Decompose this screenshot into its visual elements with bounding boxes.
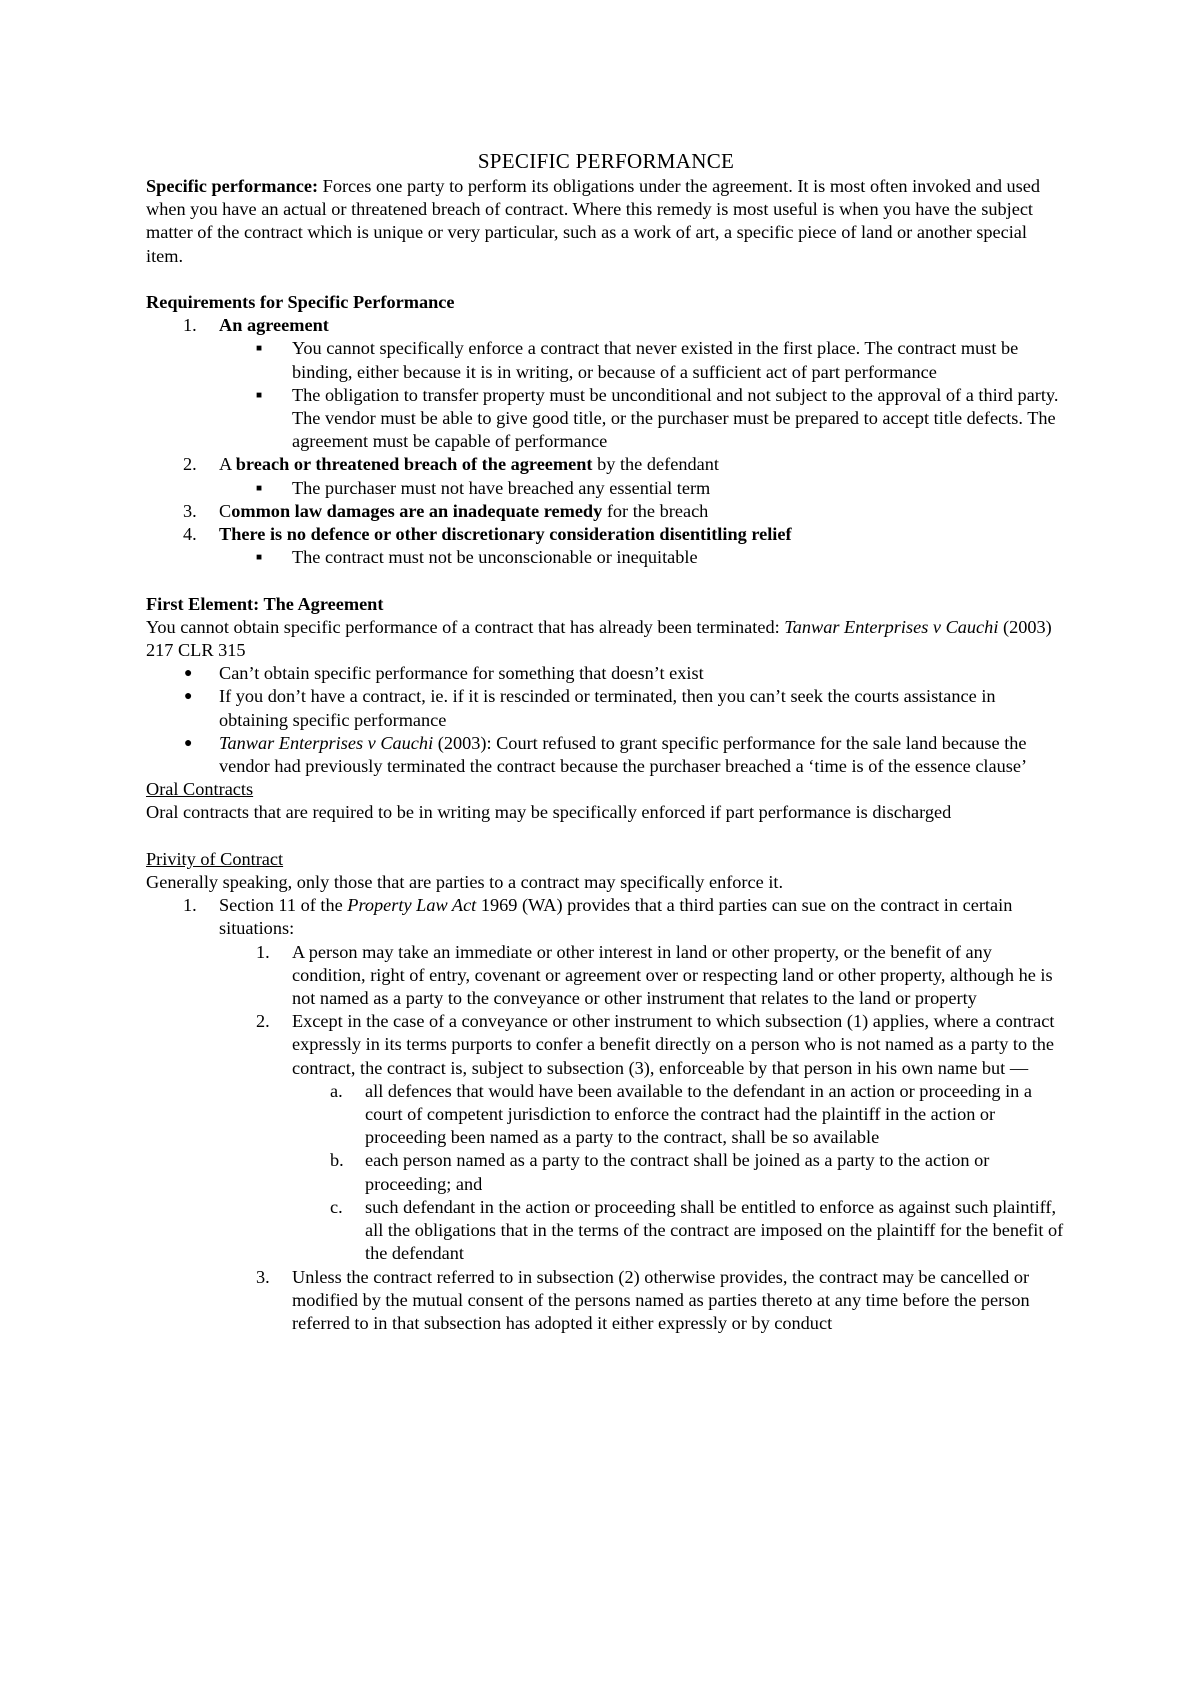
round-bullet-icon: ● [184,689,193,705]
square-bullet-icon: ■ [256,552,263,564]
requirements-heading: Requirements for Specific Performance [146,292,455,312]
lettered-text: each person named as a party to the contract shall be joined as a party to the action or proceeding; and [365,1150,990,1194]
requirement-post: for the breach [602,500,709,521]
intro-text: Forces one party to perform its obligations under the agreement. It is most often invoked and used when you have an actual or threatened breach of contract. Where this remedy is most useful is when you have the subject matter of the contract which is unique or very particular, such as a work of art, a specific piece of land or another special item. [146,176,1041,266]
case-name: Tanwar Enterprises v Cauchi [219,732,434,753]
subsection-item [146,941,1066,1011]
list-item [146,732,1066,778]
case-name: Tanwar Enterprises v Cauchi [784,616,999,637]
bullet-text: The obligation to transfer property must be unconditional and not subject to the approval of a third party. The vendor must be able to give good title, or the purchaser must be prepared to accept title defects. The agreement must be capable of performance [292,384,1059,452]
requirement-label: ommon law damages are an inadequate remedy [231,500,603,521]
intro-paragraph [146,175,1066,268]
bullet-text: The purchaser must not have breached any essential term [292,477,711,498]
requirement-bullet [146,477,1066,500]
spacer [146,569,1066,592]
square-bullet-icon: ■ [256,343,263,355]
lettered-item [146,1080,1066,1150]
list-number: 2. [256,1011,270,1032]
requirement-label: An agreement [219,315,329,336]
subsection-item [146,1010,1066,1080]
list-number: 1. [256,941,270,962]
square-bullet-icon: ■ [256,482,263,494]
requirement-item-3 [146,500,1066,523]
spacer [146,268,1066,291]
requirement-pre: C [219,500,232,521]
lettered-item [146,1149,1066,1195]
act-name: Property Law Act [347,895,477,916]
requirement-bullet [146,337,1066,383]
document-page [146,147,1066,1335]
item-text: 1969 (WA) provides that a third parties can sue on the contract in certain situations: [219,895,1013,939]
list-letter: b. [330,1150,344,1171]
first-element-bullets [146,662,1066,778]
lettered-item [146,1196,1066,1266]
requirement-item-1 [146,314,1066,337]
list-number: 3. [256,1266,270,1287]
privity-text: Generally speaking, only those that are parties to a contract may specifically enforce it. [146,872,784,893]
bullet-text: You cannot specifically enforce a contract that never existed in the first place. The contract must be binding, either because it is in writing, or because of a sufficient act of part performance [292,338,1019,382]
bullet-text: Can’t obtain specific performance for something that doesn’t exist [219,663,704,684]
round-bullet-icon: ● [184,735,193,751]
requirement-post: by the defendant [592,454,719,475]
privity-list [146,894,1066,1335]
list-number: 3. [183,500,197,521]
list-number: 2. [183,454,197,475]
bullet-text: (2003): Court refused to grant specific performance for the sale land because the vendor had previously terminated the contract because the purchaser breached a ‘time is of the essence clause’ [219,732,1028,777]
requirement-label: There is no defence or other discretionary consideration disentitling relief [219,524,792,545]
list-number: 1. [183,315,197,336]
list-number: 4. [183,524,197,545]
round-bullet-icon: ● [184,666,193,682]
citation-text: (2003) 217 CLR 315 [146,616,1052,661]
requirement-item-2 [146,453,1066,476]
subsection-text: Unless the contract referred to in subsection (2) otherwise provides, the contract may be cancelled or modified by the mutual consent of the persons named as parties thereto at any time before the person referred to in that subsection has adopted it either expressly or by conduct [292,1266,1030,1333]
list-number: 1. [183,895,197,916]
list-item [146,662,1066,685]
subsection-text: A person may take an immediate or other interest in land or other property, or the benefit of any condition, right of entry, covenant or agreement over or respecting land or other property, although he is not named as a party to the conveyance or other instrument that relates to the land or property [292,941,1053,1009]
document-title: SPECIFIC PERFORMANCE [477,149,735,173]
oral-contracts-text: Oral contracts that are required to be in writing may be specifically enforced if part performance is discharged [146,802,952,823]
paragraph-text: You cannot obtain specific performance of a contract that has already been terminated: [146,616,785,637]
list-letter: a. [330,1080,343,1101]
requirement-bullet [146,384,1066,454]
requirement-label: breach or threatened breach of the agreement [235,454,593,475]
lettered-text: such defendant in the action or proceeding shall be entitled to enforce as against such plaintiff, all the obligations that in the terms of the contract are imposed on the plaintiff for the benefit of the defendant [365,1196,1064,1264]
bullet-text: The contract must not be unconscionable or inequitable [292,547,698,568]
oral-contracts-heading: Oral Contracts [146,779,254,800]
square-bullet-icon: ■ [256,389,263,401]
requirement-bullet [146,546,1066,569]
first-element-paragraph [146,616,1066,662]
subsection-item [146,1266,1066,1336]
list-letter: c. [330,1196,343,1217]
item-text: Section 11 of the [219,895,348,916]
privity-heading: Privity of Contract [146,848,284,869]
bullet-text: If you don’t have a contract, ie. if it is rescinded or terminated, then you can’t seek the courts assistance in obtaining specific performance [219,686,996,730]
intro-term: Specific performance: [146,176,319,196]
first-element-heading: First Element: The Agreement [146,593,384,614]
requirements-list [146,314,1066,569]
spacer [146,825,1066,848]
list-item [146,685,1066,731]
subsection-text: Except in the case of a conveyance or other instrument to which subsection (1) applies, where a contract expressly in its terms purports to confer a benefit directly on a person who is not named as a party to the contract, the contract is, subject to subsection (3), enforceable by that person in his own name but — [292,1011,1055,1078]
lettered-text: all defences that would have been available to the defendant in an action or proceeding in a court of competent jurisdiction to enforce the contract had the plaintiff in the action or proceeding been named as a party to the contract, shall be so available [365,1080,1032,1148]
requirement-item-4 [146,523,1066,546]
requirement-pre: A [219,454,236,475]
privity-item-1 [146,894,1066,940]
